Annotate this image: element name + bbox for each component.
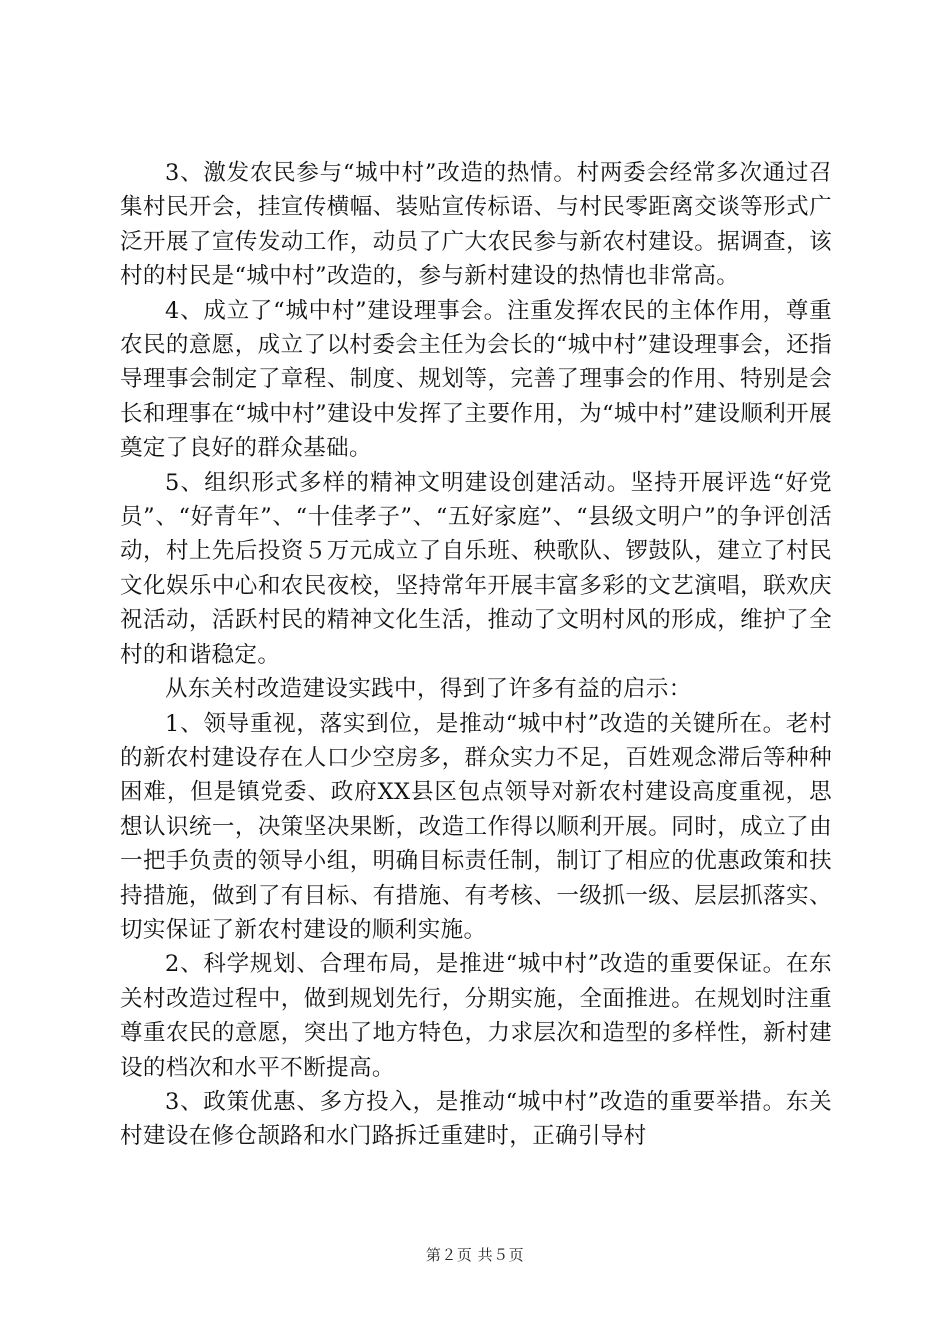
paragraph-insight-1: 1、领导重视，落实到位，是推动“城中村”改造的关键所在。老村的新农村建设存在人口少空房多，群众实力不足，百姓观念滞后等种种困难，但是镇党委、政府XX县区包点领导对新农村建设高度重视，思想认识统一，决策坚决果断，改造工作得以顺利开展。同时，成立了由一把手负责的领导小组，明确目标责任制，制订了相应的优惠政策和扶持措施，做到了有目标、有措施、有考核、一级抓一级、层层抓落实、切实保证了新农村建设的顺利实施。	[120, 710, 832, 943]
paragraph-measure-5: 5、组织形式多样的精神文明建设创建活动。坚持开展评选“好党员”、“好青年”、“十佳孝子”、“五好家庭”、“县级文明户”的争评创活动，村上先后投资５万元成立了自乐班、秧歌队、锣鼓队，建立了村民文化娱乐中心和农民夜校，坚持常年开展丰富多彩的文艺演唱，联欢庆祝活动，活跃村民的精神文化生活，推动了文明村风的形成，维护了全村的和谐稳定。	[120, 469, 832, 668]
paragraph-measure-3: 3、激发农民参与“城中村”改造的热情。村两委会经常多次通过召集村民开会，挂宣传横幅、装贴宣传标语、与村民零距离交谈等形式广泛开展了宣传发动工作，动员了广大农民参与新农村建设。据调查，该村的村民是“城中村”改造的，参与新村建设的热情也非常高。	[120, 160, 832, 290]
page-footer: 第２页 共５页	[425, 1246, 525, 1264]
paragraph-insight-3: 3、政策优惠、多方投入，是推动“城中村”改造的重要举措。东关村建设在修仓颉路和水门路拆迁重建时，正确引导村	[120, 1088, 832, 1150]
document-body	[120, 156, 832, 1154]
paragraph-measure-4: 4、成立了“城中村”建设理事会。注重发挥农民的主体作用，尊重农民的意愿，成立了以村委会主任为会长的“城中村”建设理事会，还指导理事会制定了章程、制度、规划等，完善了理事会的作用、特别是会长和理事在“城中村”建设中发挥了主要作用，为“城中村”建设顺利开展奠定了良好的群众基础。	[120, 297, 832, 462]
paragraph-insight-2: 2、科学规划、合理布局，是推进“城中村”改造的重要保证。在东关村改造过程中，做到规划先行，分期实施，全面推进。在规划时注重尊重农民的意愿，突出了地方特色，力求层次和造型的多样性，新村建设的档次和水平不断提高。	[120, 951, 832, 1081]
paragraph-insights-intro: 从东关村改造建设实践中，得到了许多有益的启示：	[165, 676, 692, 703]
